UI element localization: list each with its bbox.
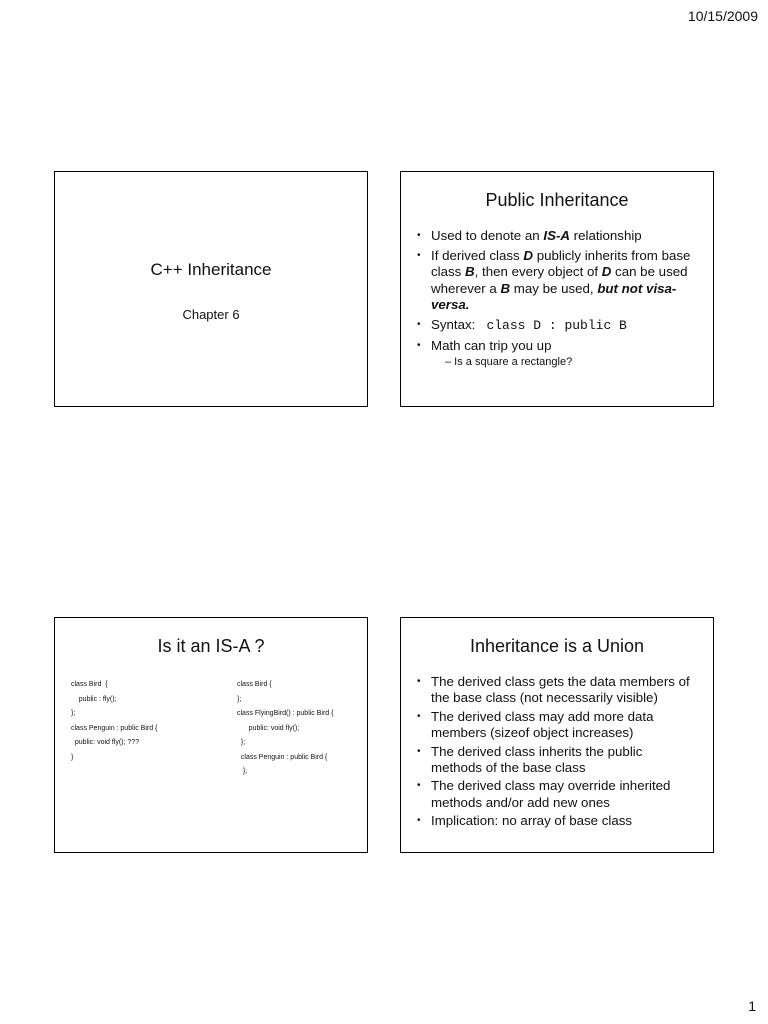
bullet-dot-icon: • <box>417 745 421 757</box>
code-line: public : fly(); <box>71 695 117 703</box>
code-line: public: void fly(); ??? <box>71 739 140 746</box>
list-item <box>417 813 695 829</box>
bullet-emphasis: B <box>500 280 511 296</box>
bullet-text: may be used, <box>510 280 598 296</box>
bullet-text: relationship <box>569 228 642 243</box>
bullet-dot-icon: • <box>417 318 421 330</box>
bullet-text: The derived class may add more data members (sizeof object increases) <box>431 708 654 741</box>
bullet-text: can be used wherever a <box>431 264 688 296</box>
code-block-left <box>71 678 157 765</box>
bullet-dot-icon: • <box>417 339 421 351</box>
list-item <box>417 709 695 742</box>
slide-4-title: Inheritance is a Union <box>469 636 645 656</box>
slide-2-bullet-list <box>417 228 695 372</box>
bullet-text: Implication: no array of base class <box>431 813 633 829</box>
code-line: class Penguin : public Bird { <box>237 753 328 761</box>
bullet-emphasis: IS-A <box>543 228 570 243</box>
bullet-dot-icon: • <box>417 676 421 687</box>
bullet-text: Math can trip you up <box>431 337 552 353</box>
code-line: class FlyingBird() : public Bird { <box>237 710 334 717</box>
slide-4-bullet-list <box>417 674 695 832</box>
code-line: class Penguin : public Bird { <box>71 724 158 732</box>
code-block-right <box>237 678 333 780</box>
slide-public-inheritance <box>400 171 714 407</box>
bullet-text: The derived class inherits the public methods of the base class <box>431 743 643 776</box>
code-line: }; <box>71 710 76 717</box>
bullet-text: Used to denote an <box>431 228 544 243</box>
bullet-text: The derived class gets the data members of the base class (not necessarily visible) <box>431 674 690 706</box>
bullet-text: If derived class <box>431 247 524 263</box>
slide-inheritance-union <box>400 617 714 853</box>
slide-title-inheritance <box>54 171 368 407</box>
code-line: }; <box>237 739 246 746</box>
sub-bullet-square: – Is a square a rectangle? <box>445 356 573 369</box>
code-line: }; <box>237 768 248 775</box>
slide-2-title: Public Inheritance <box>485 190 629 210</box>
bullet-is-a <box>417 228 695 245</box>
list-item <box>417 778 695 811</box>
slide-1-subtitle: Chapter 6 <box>182 307 240 322</box>
list-item <box>417 744 695 777</box>
bullet-dot-icon: • <box>417 230 421 241</box>
bullet-syntax <box>417 317 695 335</box>
slide-is-it-an-is-a <box>54 617 368 853</box>
bullet-emphasis: but not visa-versa. <box>431 280 677 313</box>
bullet-text: publicly inherits from base class <box>431 247 691 280</box>
syntax-code: class D : public B <box>486 317 627 333</box>
bullet-math <box>417 338 695 370</box>
bullet-dot-icon: • <box>417 780 421 792</box>
bullet-emphasis: B <box>465 264 475 280</box>
code-line: class Bird { <box>71 681 108 688</box>
slide-3-title: Is it an IS-A ? <box>157 636 265 656</box>
code-line: public: void fly(); <box>237 724 300 732</box>
bullet-dot-icon: • <box>417 710 421 722</box>
bullet-emphasis: D <box>601 264 612 280</box>
bullet-dot-icon: • <box>417 249 421 261</box>
code-line: class Bird { <box>237 681 272 688</box>
code-line: } <box>71 753 74 761</box>
bullet-emphasis: D <box>523 247 533 263</box>
slide-1-title: C++ Inheritance <box>150 260 272 279</box>
bullet-text: Syntax: <box>431 316 480 332</box>
header-date: 10/15/2009 <box>687 8 758 24</box>
code-line: }; <box>237 695 242 703</box>
bullet-derived-class <box>417 248 695 314</box>
bullet-dot-icon: • <box>417 815 421 827</box>
bullet-text: , then every object of <box>474 264 602 280</box>
list-item <box>417 674 695 707</box>
page-number: 1 <box>748 998 756 1014</box>
bullet-text: The derived class may override inherited methods and/or add new ones <box>431 778 671 810</box>
